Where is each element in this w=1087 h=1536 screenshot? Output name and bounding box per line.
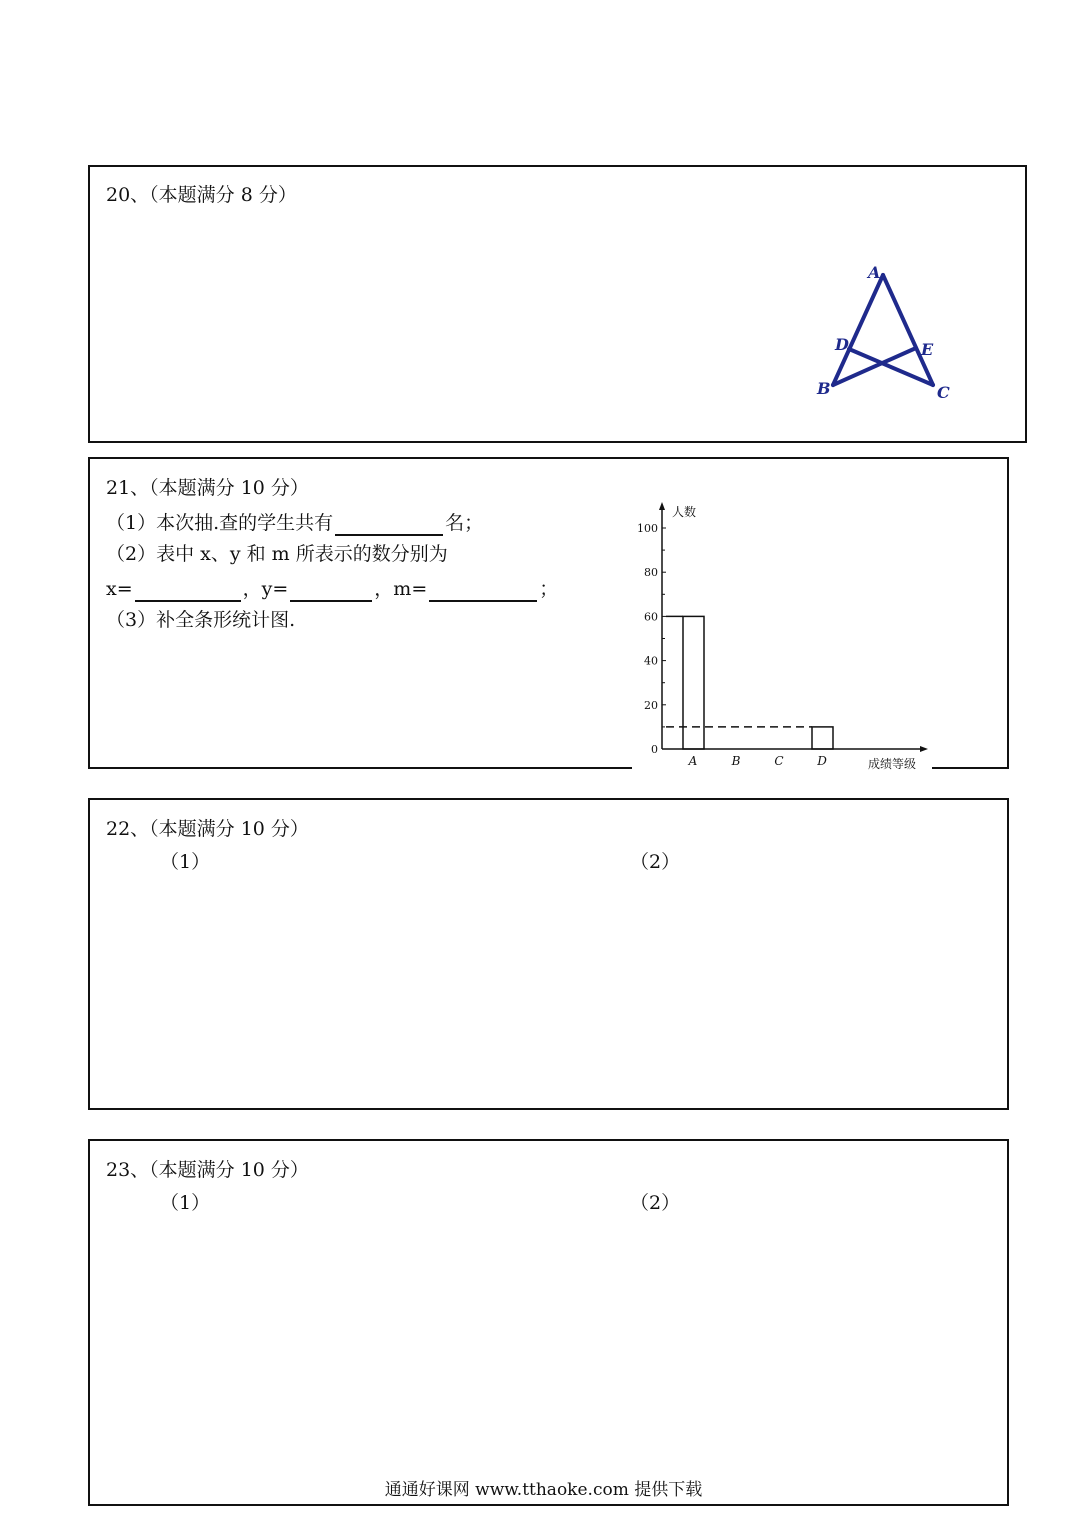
- line-3-end: ；: [539, 578, 559, 600]
- vertex-label-a: A: [868, 263, 881, 282]
- question-22-header: 22、（本题满分 10 分）: [106, 818, 309, 840]
- vertex-label-b: B: [817, 379, 831, 398]
- y-tick-label-40: 40: [644, 654, 658, 668]
- vertex-label-c: C: [937, 383, 950, 402]
- vertex-label-d: D: [835, 335, 849, 354]
- y-axis-label: 人数: [672, 505, 697, 519]
- x-tick-label-D: D: [817, 754, 827, 768]
- x-tick-label-C: C: [774, 754, 784, 768]
- m-label: ，m=: [374, 578, 428, 600]
- x-blank[interactable]: [135, 580, 241, 602]
- y-tick-label-0: 0: [651, 743, 658, 756]
- question-22-part-2: （2）: [630, 851, 681, 873]
- question-23-part-2: （2）: [630, 1192, 681, 1214]
- y-tick-label-20: 20: [644, 698, 658, 712]
- y-label: ，y=: [242, 578, 289, 600]
- x-tick-label-A: A: [688, 754, 698, 768]
- y-tick-label-100: 100: [637, 522, 658, 535]
- bar-chart: [632, 498, 932, 780]
- question-23-header: 23、（本题满分 10 分）: [106, 1159, 309, 1181]
- x-label: x=: [106, 578, 133, 600]
- footer-note: 通通好课网 www.tthaoke.com 提供下载: [384, 1480, 703, 1500]
- triangle-figure: [810, 255, 960, 405]
- question-22-part-1: （1）: [160, 851, 211, 873]
- question-22-box: [88, 798, 1009, 1110]
- question-21-header: 21、（本题满分 10 分）: [106, 477, 309, 499]
- y-blank[interactable]: [290, 580, 372, 602]
- question-21-line-4: （3）补全条形统计图.: [106, 609, 296, 631]
- y-tick-label-60: 60: [644, 610, 658, 624]
- question-21-line-1: [106, 510, 483, 536]
- x-axis-label: 成绩等级: [868, 757, 917, 771]
- x-tick-label-B: B: [731, 754, 741, 768]
- question-21-line-2: （2）表中 x、y 和 m 所表示的数分别为: [106, 543, 448, 565]
- question-21-line-3: [106, 576, 558, 602]
- question-23-box: [88, 1139, 1009, 1506]
- line-1-suffix: 名；: [445, 512, 484, 534]
- question-20-header: 20、（本题满分 8 分）: [106, 184, 297, 206]
- students-total-blank[interactable]: [335, 514, 443, 536]
- segment-ab: [833, 275, 883, 385]
- y-tick-label-80: 80: [644, 566, 658, 580]
- question-23-part-1: （1）: [160, 1192, 211, 1214]
- vertex-label-e: E: [921, 340, 934, 359]
- m-blank[interactable]: [429, 580, 537, 602]
- line-1-prefix: （1）本次抽.查的学生共有: [106, 512, 334, 534]
- question-20-box: [88, 165, 1027, 443]
